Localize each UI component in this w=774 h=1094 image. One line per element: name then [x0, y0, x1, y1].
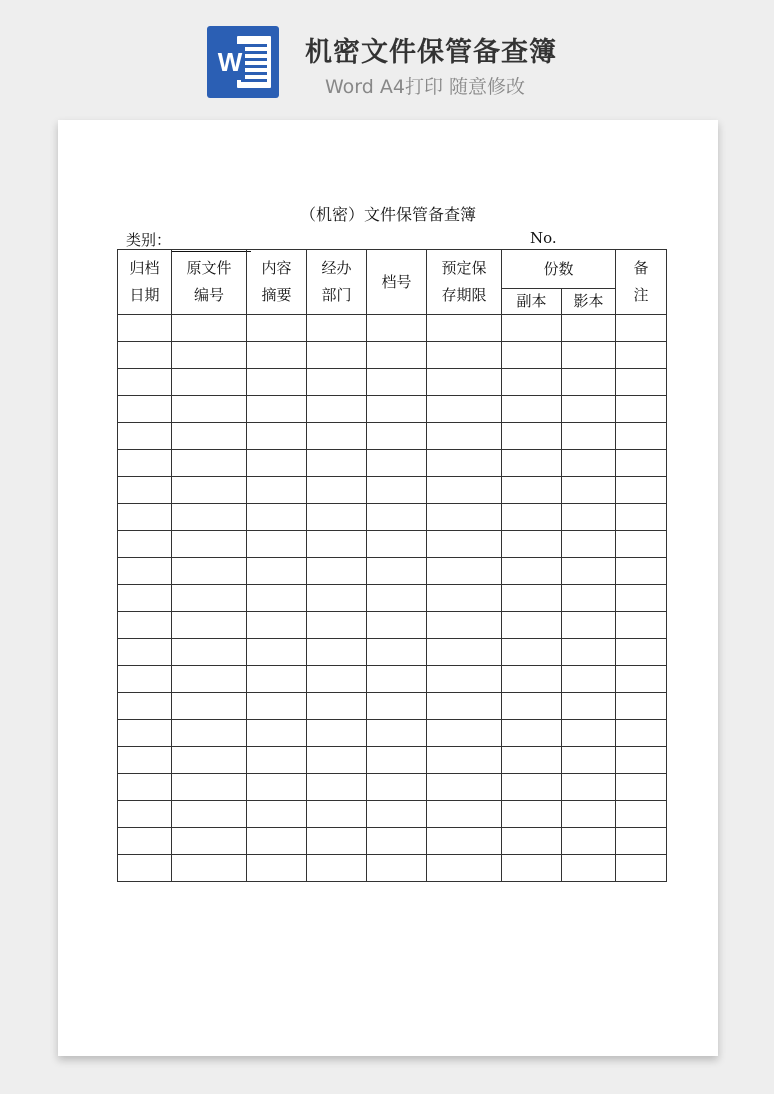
cell-copies-duplicate[interactable]: [502, 342, 562, 369]
table-row: [118, 801, 667, 828]
cell-retention-period[interactable]: [427, 423, 502, 450]
cell-archive-date[interactable]: [118, 855, 172, 882]
cell-remarks[interactable]: [616, 855, 667, 882]
cell-department[interactable]: [307, 639, 367, 666]
cell-file-number[interactable]: [367, 720, 427, 747]
cell-file-number[interactable]: [367, 450, 427, 477]
cell-archive-date[interactable]: [118, 612, 172, 639]
cell-summary[interactable]: [247, 531, 307, 558]
cell-summary[interactable]: [247, 450, 307, 477]
cell-file-number[interactable]: [367, 315, 427, 342]
banner-subtitle: Word A4打印 随意修改: [325, 76, 526, 98]
cell-copies-photocopy[interactable]: [562, 747, 616, 774]
cell-retention-period[interactable]: [427, 666, 502, 693]
cell-copies-photocopy[interactable]: [562, 558, 616, 585]
cell-original-number[interactable]: [172, 369, 247, 396]
cell-department[interactable]: [307, 720, 367, 747]
cell-summary[interactable]: [247, 855, 307, 882]
cell-retention-period[interactable]: [427, 342, 502, 369]
cell-copies-photocopy[interactable]: [562, 801, 616, 828]
header-retention-period: 预定保 存期限: [427, 250, 502, 315]
cell-original-number[interactable]: [172, 315, 247, 342]
number-field: [530, 229, 636, 250]
cell-copies-duplicate[interactable]: [502, 828, 562, 855]
cell-copies-photocopy[interactable]: [562, 531, 616, 558]
cell-original-number[interactable]: [172, 774, 247, 801]
cell-file-number[interactable]: [367, 558, 427, 585]
number-blank[interactable]: [566, 231, 636, 250]
cell-copies-duplicate[interactable]: [502, 585, 562, 612]
cell-copies-photocopy[interactable]: [562, 342, 616, 369]
cell-file-number[interactable]: [367, 747, 427, 774]
cell-summary[interactable]: [247, 504, 307, 531]
cell-remarks[interactable]: [616, 423, 667, 450]
cell-copies-duplicate[interactable]: [502, 423, 562, 450]
cell-archive-date[interactable]: [118, 531, 172, 558]
cell-department[interactable]: [307, 477, 367, 504]
header-file-number: 档号: [367, 250, 427, 315]
cell-file-number[interactable]: [367, 693, 427, 720]
header-copies-photocopy: 影本: [562, 289, 616, 315]
cell-summary[interactable]: [247, 477, 307, 504]
cell-remarks[interactable]: [616, 396, 667, 423]
cell-retention-period[interactable]: [427, 801, 502, 828]
cell-retention-period[interactable]: [427, 585, 502, 612]
cell-archive-date[interactable]: [118, 396, 172, 423]
cell-summary[interactable]: [247, 558, 307, 585]
cell-file-number[interactable]: [367, 612, 427, 639]
cell-retention-period[interactable]: [427, 396, 502, 423]
cell-copies-photocopy[interactable]: [562, 450, 616, 477]
cell-summary[interactable]: [247, 774, 307, 801]
cell-summary[interactable]: [247, 720, 307, 747]
cell-retention-period[interactable]: [427, 774, 502, 801]
cell-copies-duplicate[interactable]: [502, 396, 562, 423]
cell-copies-duplicate[interactable]: [502, 315, 562, 342]
cell-department[interactable]: [307, 666, 367, 693]
table-row: [118, 639, 667, 666]
cell-retention-period[interactable]: [427, 450, 502, 477]
table-row: [118, 666, 667, 693]
document-title: （机密）文件保管备查簿: [299, 205, 476, 224]
cell-original-number[interactable]: [172, 477, 247, 504]
cell-summary[interactable]: [247, 693, 307, 720]
cell-summary[interactable]: [247, 666, 307, 693]
cell-copies-duplicate[interactable]: [502, 531, 562, 558]
number-label: No.: [530, 229, 557, 247]
cell-original-number[interactable]: [172, 747, 247, 774]
cell-original-number[interactable]: [172, 504, 247, 531]
cell-retention-period[interactable]: [427, 315, 502, 342]
cell-copies-photocopy[interactable]: [562, 315, 616, 342]
cell-summary[interactable]: [247, 585, 307, 612]
cell-summary[interactable]: [247, 423, 307, 450]
cell-copies-duplicate[interactable]: [502, 558, 562, 585]
cell-retention-period[interactable]: [427, 612, 502, 639]
cell-original-number[interactable]: [172, 531, 247, 558]
cell-archive-date[interactable]: [118, 693, 172, 720]
cell-original-number[interactable]: [172, 558, 247, 585]
cell-copies-photocopy[interactable]: [562, 693, 616, 720]
cell-file-number[interactable]: [367, 585, 427, 612]
cell-remarks[interactable]: [616, 369, 667, 396]
cell-original-number[interactable]: [172, 396, 247, 423]
cell-department[interactable]: [307, 855, 367, 882]
cell-remarks[interactable]: [616, 774, 667, 801]
table-row: [118, 585, 667, 612]
cell-summary[interactable]: [247, 639, 307, 666]
cell-department[interactable]: [307, 801, 367, 828]
cell-department[interactable]: [307, 774, 367, 801]
header-copies: 份数: [502, 250, 616, 289]
cell-original-number[interactable]: [172, 666, 247, 693]
cell-file-number[interactable]: [367, 531, 427, 558]
table-row: [118, 423, 667, 450]
cell-original-number[interactable]: [172, 450, 247, 477]
cell-file-number[interactable]: [367, 855, 427, 882]
cell-copies-duplicate[interactable]: [502, 801, 562, 828]
table-row: [118, 369, 667, 396]
header-remarks: 备 注: [616, 250, 667, 315]
cell-remarks[interactable]: [616, 747, 667, 774]
cell-department[interactable]: [307, 828, 367, 855]
cell-copies-photocopy[interactable]: [562, 666, 616, 693]
cell-copies-duplicate[interactable]: [502, 612, 562, 639]
cell-original-number[interactable]: [172, 612, 247, 639]
cell-archive-date[interactable]: [118, 423, 172, 450]
cell-original-number[interactable]: [172, 342, 247, 369]
cell-archive-date[interactable]: [118, 558, 172, 585]
cell-copies-duplicate[interactable]: [502, 720, 562, 747]
cell-original-number[interactable]: [172, 693, 247, 720]
cell-remarks[interactable]: [616, 720, 667, 747]
cell-archive-date[interactable]: [118, 315, 172, 342]
cell-copies-photocopy[interactable]: [562, 855, 616, 882]
cell-summary[interactable]: [247, 315, 307, 342]
ledger-body: [118, 315, 667, 882]
cell-archive-date[interactable]: [118, 747, 172, 774]
table-row: [118, 747, 667, 774]
cell-department[interactable]: [307, 315, 367, 342]
cell-remarks[interactable]: [616, 666, 667, 693]
cell-copies-duplicate[interactable]: [502, 369, 562, 396]
cell-remarks[interactable]: [616, 801, 667, 828]
table-row: [118, 828, 667, 855]
archive-ledger-table: [117, 249, 667, 882]
cell-summary[interactable]: [247, 612, 307, 639]
cell-original-number[interactable]: [172, 855, 247, 882]
cell-archive-date[interactable]: [118, 504, 172, 531]
cell-retention-period[interactable]: [427, 855, 502, 882]
cell-copies-duplicate[interactable]: [502, 666, 562, 693]
cell-archive-date[interactable]: [118, 801, 172, 828]
cell-copies-duplicate[interactable]: [502, 774, 562, 801]
cell-retention-period[interactable]: [427, 639, 502, 666]
table-row: [118, 477, 667, 504]
cell-archive-date[interactable]: [118, 585, 172, 612]
cell-summary[interactable]: [247, 369, 307, 396]
cell-remarks[interactable]: [616, 477, 667, 504]
cell-department[interactable]: [307, 423, 367, 450]
word-icon-letter: W: [215, 44, 245, 80]
cell-remarks[interactable]: [616, 693, 667, 720]
cell-copies-photocopy[interactable]: [562, 369, 616, 396]
cell-original-number[interactable]: [172, 639, 247, 666]
cell-copies-photocopy[interactable]: [562, 639, 616, 666]
cell-archive-date[interactable]: [118, 369, 172, 396]
cell-file-number[interactable]: [367, 504, 427, 531]
cell-copies-photocopy[interactable]: [562, 774, 616, 801]
cell-file-number[interactable]: [367, 774, 427, 801]
cell-department[interactable]: [307, 747, 367, 774]
cell-file-number[interactable]: [367, 801, 427, 828]
cell-archive-date[interactable]: [118, 342, 172, 369]
cell-file-number[interactable]: [367, 477, 427, 504]
cell-remarks[interactable]: [616, 531, 667, 558]
cell-file-number[interactable]: [367, 396, 427, 423]
header-copies-duplicate: 副本: [502, 289, 562, 315]
cell-retention-period[interactable]: [427, 531, 502, 558]
cell-archive-date[interactable]: [118, 639, 172, 666]
table-row: [118, 504, 667, 531]
header-original-number: 原文件 编号: [172, 250, 247, 315]
table-row: [118, 315, 667, 342]
table-row: [118, 693, 667, 720]
cell-copies-duplicate[interactable]: [502, 855, 562, 882]
cell-file-number[interactable]: [367, 639, 427, 666]
cell-department[interactable]: [307, 369, 367, 396]
cell-copies-photocopy[interactable]: [562, 720, 616, 747]
cell-original-number[interactable]: [172, 828, 247, 855]
cell-summary[interactable]: [247, 828, 307, 855]
cell-department[interactable]: [307, 585, 367, 612]
cell-copies-photocopy[interactable]: [562, 585, 616, 612]
header-department: 经办 部门: [307, 250, 367, 315]
cell-copies-photocopy[interactable]: [562, 504, 616, 531]
cell-archive-date[interactable]: [118, 774, 172, 801]
cell-department[interactable]: [307, 558, 367, 585]
cell-copies-duplicate[interactable]: [502, 504, 562, 531]
cell-remarks[interactable]: [616, 315, 667, 342]
cell-original-number[interactable]: [172, 801, 247, 828]
cell-remarks[interactable]: [616, 504, 667, 531]
cell-retention-period[interactable]: [427, 504, 502, 531]
word-icon: [207, 26, 279, 98]
header-summary: 内容 摘要: [247, 250, 307, 315]
cell-summary[interactable]: [247, 396, 307, 423]
table-row: [118, 396, 667, 423]
cell-remarks[interactable]: [616, 450, 667, 477]
cell-original-number[interactable]: [172, 585, 247, 612]
table-row: [118, 720, 667, 747]
cell-copies-duplicate[interactable]: [502, 747, 562, 774]
cell-copies-duplicate[interactable]: [502, 450, 562, 477]
cell-retention-period[interactable]: [427, 477, 502, 504]
table-row: [118, 558, 667, 585]
table-row: [118, 612, 667, 639]
cell-copies-photocopy[interactable]: [562, 396, 616, 423]
cell-summary[interactable]: [247, 747, 307, 774]
cell-copies-photocopy[interactable]: [562, 612, 616, 639]
document-page: [58, 120, 718, 1056]
cell-remarks[interactable]: [616, 585, 667, 612]
table-row: [118, 342, 667, 369]
banner: [0, 0, 774, 118]
cell-remarks[interactable]: [616, 828, 667, 855]
cell-archive-date[interactable]: [118, 477, 172, 504]
cell-copies-duplicate[interactable]: [502, 693, 562, 720]
cell-archive-date[interactable]: [118, 828, 172, 855]
cell-remarks[interactable]: [616, 342, 667, 369]
cell-copies-photocopy[interactable]: [562, 828, 616, 855]
cell-retention-period[interactable]: [427, 720, 502, 747]
cell-retention-period[interactable]: [427, 693, 502, 720]
category-label: 类别：: [126, 231, 172, 249]
cell-retention-period[interactable]: [427, 369, 502, 396]
cell-remarks[interactable]: [616, 639, 667, 666]
cell-archive-date[interactable]: [118, 720, 172, 747]
cell-original-number[interactable]: [172, 423, 247, 450]
cell-copies-duplicate[interactable]: [502, 639, 562, 666]
cell-copies-duplicate[interactable]: [502, 477, 562, 504]
cell-original-number[interactable]: [172, 720, 247, 747]
cell-file-number[interactable]: [367, 828, 427, 855]
cell-file-number[interactable]: [367, 666, 427, 693]
cell-summary[interactable]: [247, 801, 307, 828]
cell-copies-photocopy[interactable]: [562, 423, 616, 450]
cell-file-number[interactable]: [367, 423, 427, 450]
cell-retention-period[interactable]: [427, 747, 502, 774]
banner-title: 机密文件保管备查簿: [305, 37, 557, 68]
cell-retention-period[interactable]: [427, 828, 502, 855]
cell-retention-period[interactable]: [427, 558, 502, 585]
cell-department[interactable]: [307, 342, 367, 369]
cell-file-number[interactable]: [367, 369, 427, 396]
cell-copies-photocopy[interactable]: [562, 477, 616, 504]
header-archive-date: 归档 日期: [118, 250, 172, 315]
cell-department[interactable]: [307, 693, 367, 720]
cell-department[interactable]: [307, 396, 367, 423]
cell-department[interactable]: [307, 504, 367, 531]
table-row: [118, 531, 667, 558]
cell-summary[interactable]: [247, 342, 307, 369]
table-row: [118, 855, 667, 882]
cell-remarks[interactable]: [616, 612, 667, 639]
table-row: [118, 450, 667, 477]
cell-file-number[interactable]: [367, 342, 427, 369]
cell-department[interactable]: [307, 531, 367, 558]
cell-remarks[interactable]: [616, 558, 667, 585]
cell-department[interactable]: [307, 612, 367, 639]
table-row: [118, 774, 667, 801]
cell-department[interactable]: [307, 450, 367, 477]
cell-archive-date[interactable]: [118, 450, 172, 477]
cell-archive-date[interactable]: [118, 666, 172, 693]
